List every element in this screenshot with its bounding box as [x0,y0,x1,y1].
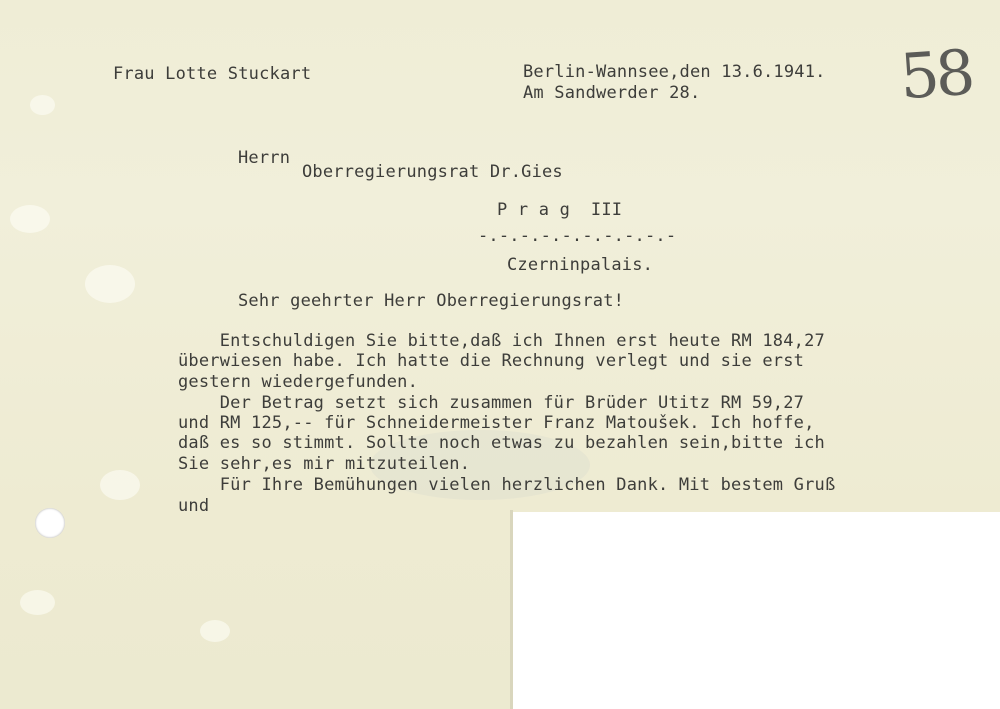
body-line: überwiesen habe. Ich hatte die Rechnung verlegt und sie erst [178,351,805,371]
place-date: Berlin-Wannsee,den 13.6.1941. [523,62,826,82]
paper-edge [510,510,513,709]
body-line: Entschuldigen Sie bitte,daß ich Ihnen erst heute RM 184,27 [178,331,825,351]
body-line: und [178,496,210,516]
recipient-salutation: Herrn [238,148,291,168]
paper-lower-sheet [0,510,512,709]
paper-stain [200,620,230,642]
city-underline: -.-.-.-.-.-.-.-.-.- [478,226,677,246]
body-line: und RM 125,-- für Schneidermeister Franz Matoušek. Ich hoffe, [178,413,815,433]
body-line: Für Ihre Bemühungen vielen herzlichen Dank. Mit bestem Gruß [178,475,836,495]
paper-stain [20,590,55,615]
recipient-street: Czerninpalais. [507,255,654,275]
paper-stain [85,265,135,303]
body-line: Sie sehr,es mir mitzuteilen. [178,454,471,474]
punch-hole [35,508,65,538]
recipient-name: Oberregierungsrat Dr.Gies [302,162,563,182]
body-line: daß es so stimmt. Sollte noch etwas zu bezahlen sein,bitte ich [178,433,825,453]
body-line: Der Betrag setzt sich zusammen für Brüder Utitz RM 59,27 [178,393,805,413]
body-line: gestern wiedergefunden. [178,372,419,392]
paper-stain [30,95,55,115]
paper-stain [100,470,140,500]
paper-stain [10,205,50,233]
archive-number: 58 [897,35,974,114]
sender-address: Am Sandwerder 28. [523,83,701,103]
sender-name: Frau Lotte Stuckart [113,64,312,84]
recipient-city: P r a g III [497,200,623,220]
greeting: Sehr geehrter Herr Oberregierungsrat! [238,291,625,311]
